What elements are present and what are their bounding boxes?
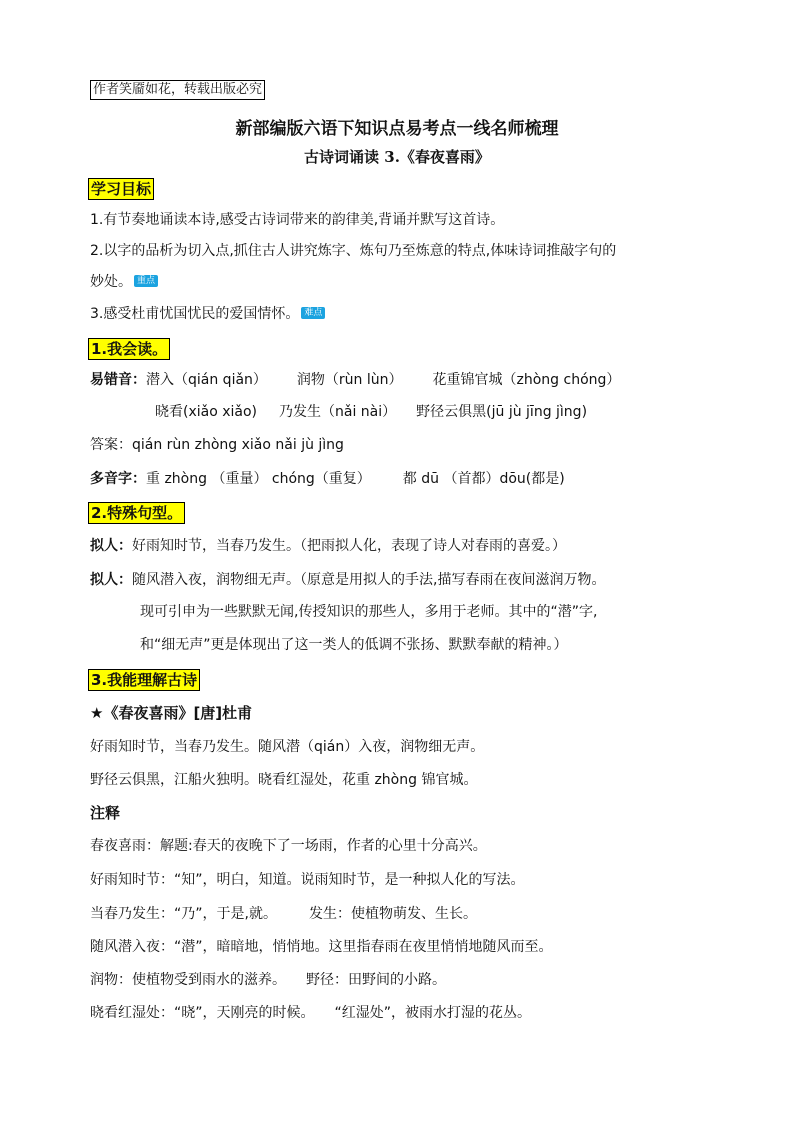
personification-2-line-3: 和“细无声”更是体现出了这一类人的低调不张扬、默默奉献的精神。） bbox=[140, 637, 568, 653]
note-3a: 当春乃发生：“乃”，于是,就。 bbox=[90, 906, 277, 922]
confuse-item-1: 潜入（qián qiǎn） bbox=[146, 372, 267, 388]
note-3 bbox=[90, 905, 477, 923]
note-3b: 发生：使植物萌发、生长。 bbox=[308, 906, 477, 922]
section1-heading: 1.我会读。 bbox=[88, 338, 170, 360]
section3-heading: 3.我能理解古诗 bbox=[88, 669, 200, 691]
poem-line-2: 野径云俱黑，江船火独明。晓看红湿处，花重 zhòng 锦官城。 bbox=[90, 772, 478, 788]
poem-line-1: 好雨知时节，当春乃发生。随风潜（qián）入夜，润物细无声。 bbox=[90, 739, 485, 755]
personification-1 bbox=[90, 537, 566, 555]
note-5a: 润物：使植物受到雨水的滋养。 bbox=[90, 972, 286, 988]
section2-heading: 2.特殊句型。 bbox=[88, 502, 185, 524]
polyphonic-item-1: 重 zhòng （重量） chóng（重复） bbox=[146, 471, 371, 487]
polyphonic-item-2: 都 dū （首都）dōu(都是) bbox=[402, 471, 565, 487]
confusing-pronunciation-row-2 bbox=[155, 403, 587, 421]
confusing-pronunciation-row-1 bbox=[90, 371, 620, 389]
personification-2-line-2: 现可引申为一些默默无闻,传授知识的那些人，多用于老师。其中的“潜”字, bbox=[140, 604, 598, 620]
goal-item-2-line-1: 2.以字的品析为切入点,抓住古人讲究炼字、炼句乃至炼意的特点,体味诗词推敲字句的 bbox=[90, 243, 617, 259]
goal-item-1: 1.有节奏地诵读本诗,感受古诗词带来的韵律美,背诵并默写这首诗。 bbox=[90, 212, 505, 228]
personification-text-1: 好雨知时节，当春乃发生。（把雨拟人化，表现了诗人对春雨的喜爱。） bbox=[132, 538, 566, 554]
note-6b: “红湿处”，被雨水打湿的花丛。 bbox=[334, 1005, 532, 1021]
author-note: 作者笑靥如花，转载出版必究 bbox=[90, 80, 265, 100]
page-subtitle: 古诗词诵读 3.《春夜喜雨》 bbox=[304, 148, 490, 166]
note-6a: 晓看红湿处：“晓”，天刚亮的时候。 bbox=[90, 1005, 315, 1021]
key-point-badge: 重点 bbox=[134, 275, 158, 287]
goal-item-3 bbox=[90, 305, 325, 323]
personification-text-2: 随风潜入夜，润物细无声。（原意是用拟人的手法,描写春雨在夜间滋润万物。 bbox=[132, 572, 606, 588]
polyphonic-row bbox=[90, 470, 565, 488]
confusing-pronunciation-label: 易错音： bbox=[90, 372, 146, 388]
notes-heading: 注释 bbox=[90, 804, 121, 822]
personification-2 bbox=[90, 571, 605, 589]
confuse-item-2: 润物（rùn lùn） bbox=[296, 372, 403, 388]
note-6 bbox=[90, 1004, 531, 1022]
difficult-point-badge: 难点 bbox=[301, 307, 325, 319]
answer-line: 答案：qián rùn zhòng xiǎo nǎi jù jìng bbox=[90, 437, 344, 453]
goal-item-2-text: 妙处。 bbox=[90, 274, 132, 290]
confuse-item-6: 野径云俱黑(jū jù jīng jìng) bbox=[416, 404, 588, 420]
note-2: 好雨知时节：“知”，明白，知道。说雨知时节，是一种拟人化的写法。 bbox=[90, 872, 525, 888]
confuse-item-5: 乃发生（nǎi nài） bbox=[279, 404, 397, 420]
personification-label-1: 拟人： bbox=[90, 538, 132, 554]
note-5 bbox=[90, 971, 446, 989]
note-4: 随风潜入夜：“潜”，暗暗地，悄悄地。这里指春雨在夜里悄悄地随风而至。 bbox=[90, 939, 553, 955]
star-icon: ★ bbox=[90, 704, 104, 722]
poem-title: 《春夜喜雨》[唐]杜甫 bbox=[103, 704, 253, 722]
goal-item-3-text: 3.感受杜甫忧国忧民的爱国情怀。 bbox=[90, 306, 300, 322]
goals-heading: 学习目标 bbox=[88, 178, 154, 200]
polyphonic-label: 多音字： bbox=[90, 471, 146, 487]
personification-label-2: 拟人： bbox=[90, 572, 132, 588]
goal-item-2-line-2 bbox=[90, 273, 158, 291]
poem-title-line bbox=[90, 704, 252, 723]
page-title: 新部编版六语下知识点易考点一线名师梳理 bbox=[235, 119, 559, 139]
confuse-item-3: 花重锦官城（zhòng chóng） bbox=[432, 372, 621, 388]
note-1: 春夜喜雨：解题:春天的夜晚下了一场雨，作者的心里十分高兴。 bbox=[90, 838, 487, 854]
note-5b: 野径：田野间的小路。 bbox=[306, 972, 446, 988]
confuse-item-4: 晓看(xiǎo xiǎo) bbox=[155, 404, 258, 420]
